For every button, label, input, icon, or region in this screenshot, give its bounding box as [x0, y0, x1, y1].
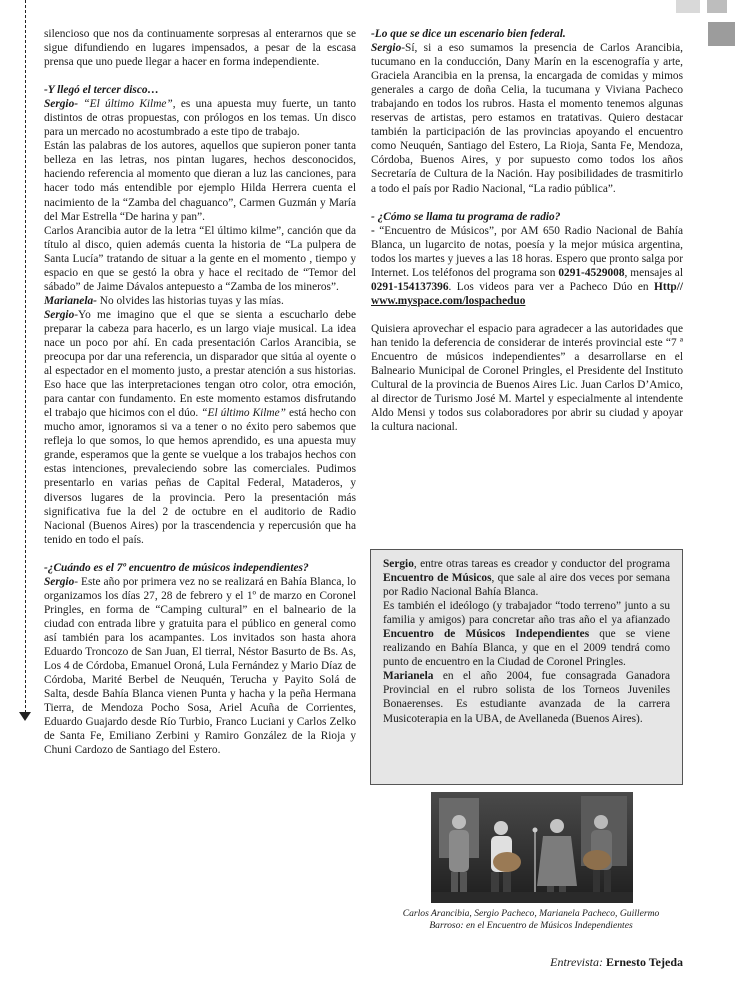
answer-text: está hecho con mucho amor, ignoramos si va a tener o no éxito pero sabemos que refleja lo que somos, lo que hemos aprendido, es una apuesta muy grande, esperamos que la gente se vuelque a los trabajos hechos con estas intenciones, prevaleciendo sobre las comerciales. Pudimos presentarlo en varias peñas de Capital Federal, Mataderos, y diversos lugares de la provincia. Pero la presentación más significativa fue la del 2 de octubre en el auditorio de Radio Nacional (Buenos Aires) por la trascendencia y repercusión que ha tenido en todo el país. — [44, 407, 357, 546]
phone-number: 0291-4529008 — [558, 266, 625, 279]
answer-text: No olvides las historias tuyas y las mías. — [96, 294, 284, 307]
answer-text: . Los videos para ver a Pacheco Dúo en — [448, 280, 654, 293]
bio-marianela — [383, 669, 670, 725]
band-photo — [431, 792, 633, 903]
bio-text: , entre otras tareas es creador y conductor del programa — [413, 558, 670, 570]
paragraph: Carlos Arancibia autor de la letra “El último kilme”, canción que da título al disco, quien además cuenta la historia de “La pulpera de Santa Lucía” tratando de situar a la gente en el momento , tiempo y espacio en que se gestó la obra y hace el recitado de “Temor del sábado” de Jaime Dávalos antepuesto a “Zamba de los mineros”. — [44, 224, 356, 293]
bio-box — [370, 549, 683, 785]
speaker: Sergio — [44, 575, 75, 588]
bio-event — [383, 599, 670, 669]
myspace-link[interactable]: www.myspace.com/lospacheduo — [371, 294, 526, 307]
answer-text: - Este año por primera vez no se realizará en Bahía Blanca, lo organizamos los días 27, 28 de febrero y el 1º de marzo en Coronel Pringles, en forma de “Camping cultural” en el balneario de la ciudad con entrada libre y gratuita para el público en general como así también para los acampantes. Los invitados son hasta ahora Eduardo Troncozo de San Juan, El tierral, Néstor Basurto de Bs. As, Los 4 de Córdoba, Emanuel Oroná, Lula Fernández y Mario Díaz de Córdoba, Marité Berbel de Neuquén, Terucha y Payito Solá de Salta, desde Bahía Blanca vienen Punta y hacha y la peña Hermana Tierra, de Mendoza Pocho Sosa, Ariel Acuña de Corrientes, Eduardo Guajardo desde Río Turbio, Franco Luciani y Carlos Zelko de Santa Fe, Emiliano Zerbini y Ramiro González de la Rioja y Chuni Cardozo de Santiago del Estero. — [44, 575, 356, 757]
answer — [44, 294, 356, 308]
answer — [44, 97, 356, 139]
speaker: Marianela- — [44, 294, 97, 307]
answer — [44, 575, 356, 758]
bio-text: , que sale al aire dos veces por semana por Radio Nacional Bahía Blanca. — [383, 572, 671, 599]
band-photo-image — [431, 792, 633, 903]
bio-text: en el año 2004, fue consagrada Ganadora Provincial en el rubro solista de los Torneos Juveniles Bonaerenses. Es estudiante avanzada de la carrera Musicoterapia en la UBA, de Avellaneda (Buenos Aires). — [383, 670, 670, 725]
album-title: “El último Kilme” — [201, 407, 286, 420]
question: - ¿Cómo se llama tu programa de radio? — [371, 210, 561, 223]
corner-tab-dark — [708, 22, 735, 46]
speaker: Sergio- — [44, 98, 79, 111]
program-name: Encuentro de Músicos — [383, 572, 492, 585]
bio-text: que se viene realizando en Bahía Blanca, y que en el 2009 tendrá como punto de encuentro en la Ciudad de Coronel Pringles. — [383, 628, 670, 669]
bio-sergio — [383, 557, 670, 599]
answer-text: , mensajes al — [624, 266, 683, 279]
corner-tab-light — [676, 0, 700, 13]
interview-credit — [550, 955, 683, 970]
answer — [44, 308, 356, 547]
bio-name: Sergio — [383, 558, 414, 570]
phone-number: 0291-154137396 — [371, 280, 449, 293]
answer-dash: - — [371, 224, 380, 237]
credit-name: Ernesto Tejeda — [605, 955, 683, 969]
corner-tab-medium — [707, 0, 727, 13]
url-prefix: Http// — [654, 280, 683, 293]
paragraph: silencioso que nos da continuamente sorpresas al enterarnos que se sigue difundiendo en lugares impensados, a pesar de la escasa prensa que uno puede llegar a hacer en forma independiente. — [44, 28, 356, 69]
speaker: Sergio — [44, 308, 75, 321]
speaker: Sergio — [371, 42, 402, 55]
answer-text: “Encuentro de Músicos”, por AM 650 Radio Nacional de Bahía Blanca, un lugarcito de notas, poesía y la mejor música argentina, todos los martes y jueves a las 18 horas. Espero que pronto salga por Internet. Los teléfonos del programa son — [371, 224, 683, 279]
arrow-down-icon — [19, 712, 31, 721]
bio-name: Marianela — [383, 670, 434, 683]
question: -Lo que se dice un escenario bien federal. — [371, 28, 566, 40]
bio-text: Es también el ideólogo (y trabajador “todo terreno” junto a su familia y amigos) para concretar año tras año el ya afianzado — [383, 600, 670, 627]
thanks-paragraph: Quisiera aprovechar el espacio para agradecer a las autoridades que han tenido la deferencia de considerar de interés provincial este “7 ª Encuentro de músicos independientes” a desarrollarse en el Balneario Municipal de Coronel Pringles, el Presidente del Instituto Cultural de la provincia de Buenos Aires Lic. Juan Carlos D’Amico, al director de Turismo José M. Martel y especialmente al intendente Aldo Mensi y todos sus colaboradores por abrir su ciudad y apoyar la cultura nacional. — [371, 322, 683, 434]
answer — [371, 224, 683, 308]
photo-caption: Carlos Arancibia, Sergio Pacheco, Marianela Pacheco, Guillermo Barroso: en el Encuentro de Músicos Independientes — [402, 908, 660, 931]
paragraph: Están las palabras de los autores, aquellos que supieron poner tanta belleza en las letras, nos pintan lugares, hechos desconocidos, haciendo referencia al momento que dieran a luz las canciones, para hacer todo más entendible por ejemplo Hilda Herrera cuenta el nacimiento de la “Zamba del chaguanco”, Carmen Guzmán y María del Mar Estrella “De harina y pan”. — [44, 140, 356, 223]
answer-text: -Sí, si a eso sumamos la presencia de Carlos Arancibia, tucumano en la conducción, Dany Marín en la escenografía y arte, Graciela Arancibia en la prensa, la encargada de comidas y mimos generales a cargo de doña Celia, la tucumana y Viviana Pacheco trabajando en todos los rubros. Hasta el momento tenemos algunas reservas de artistas, pero estamos en tratativas. Quiero destacar también la participación de las provincias apoyando el encuentro como Neuquén, Santiago del Estero, La Rioja, Santa Fe, Mendoza, Córdoba, Buenos Aires, y por supuesto como todos los años Secretaría de Cultura de la Nación. Hay posibilidades de trasmitirlo a todo el país por Radio Nacional, “La radio pública”. — [371, 42, 683, 195]
event-name: Encuentro de Músicos Independientes — [383, 628, 590, 641]
answer-text: , es una apuesta muy fuerte, un tanto distintos de otras propuestas, con prólogos en los temas. Un disco para un mercado no acostumbrado a este tipo de trabajo. — [44, 98, 356, 139]
album-title: “El último Kilme” — [83, 98, 173, 111]
left-column — [44, 27, 356, 757]
margin-dashed-line — [25, 0, 26, 718]
credit-label: Entrevista: — [550, 955, 606, 969]
right-column — [371, 27, 683, 434]
answer-text: -Yo me imagino que el que se sienta a escucharlo debe preparar la cabeza para hacerlo, es un largo viaje musical. La idea nace un poco por ahí. En cada presentación Carlos Arancibia, se preocupa por dar una referencia, un disparador que sitúa al oyente o al espectador en el momento justo, a prestar atención a sus historias. Eso hace que las interpretaciones tengan otro color, otra emoción, para cantar con fundamento. En este momento estamos disfrutando el trabajo que hicimos con el dúo. — [44, 308, 356, 420]
answer — [371, 41, 683, 196]
question: -Y llegó el tercer disco… — [44, 84, 159, 97]
question: -¿Cuándo es el 7º encuentro de músicos independientes? — [44, 561, 309, 574]
